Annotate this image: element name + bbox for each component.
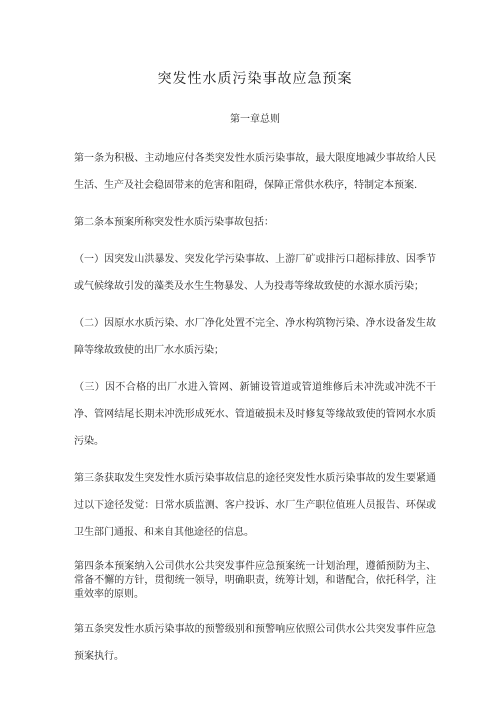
document-title: 突发性水质污染事故应急预案 xyxy=(157,71,353,87)
article-2-item-1: （一）因突发山洪暴发、突发化学污染事故、上游厂矿或排污口超标排放、因季节或气候缘故引发的藻类及水生生物暴发、人为投毒等缘故致使的水源水质污染； xyxy=(74,254,436,292)
article-5: 第五条突发性水质污染事故的预警级别和预警响应依照公司供水公共突发事件应急预案执行。 xyxy=(74,624,436,662)
article-3: 第三条获取发生突发性水质污染事故信息的途径突发性水质污染事故的发生要紧通过以下途径发觉：日常水质监测、客户投诉、水厂生产职位值班人员报告、环保或卫生部门通报、和来自其他途径的信息。 xyxy=(74,473,436,538)
article-2-item-2: （二）因原水水质污染、水厂净化处置不完全、净水构筑物污染、净水设备发生故障等缘故致使的出厂水水质污染； xyxy=(74,318,436,356)
article-4: 第四条本预案纳入公司供水公共突发事件应急预案统一计划治理，遵循预防为主、常备不懈的方针，贯彻统一领导，明确职责，统筹计划，和谐配合，依托科学，注重效率的原则。 xyxy=(74,561,436,600)
article-1: 第一条为积极、主动地应付各类突发性水质污染事故，最大限度地减少事故给人民生活、生产及社会稳固带来的危害和阻碍，保障正常供水秩序，特制定本预案. xyxy=(74,153,436,191)
chapter-title: 第一章总则 xyxy=(230,114,280,125)
article-2: 第二条本预案所称突发性水质污染事故包括： xyxy=(74,217,274,228)
article-2-item-3: （三）因不合格的出厂水进入管网、新铺设管道或管道维修后未冲洗或冲洗不干净、管网结尾长期未冲洗形成死水、管道破损未及时修复等缘故致使的管网水水质污染。 xyxy=(74,382,436,447)
